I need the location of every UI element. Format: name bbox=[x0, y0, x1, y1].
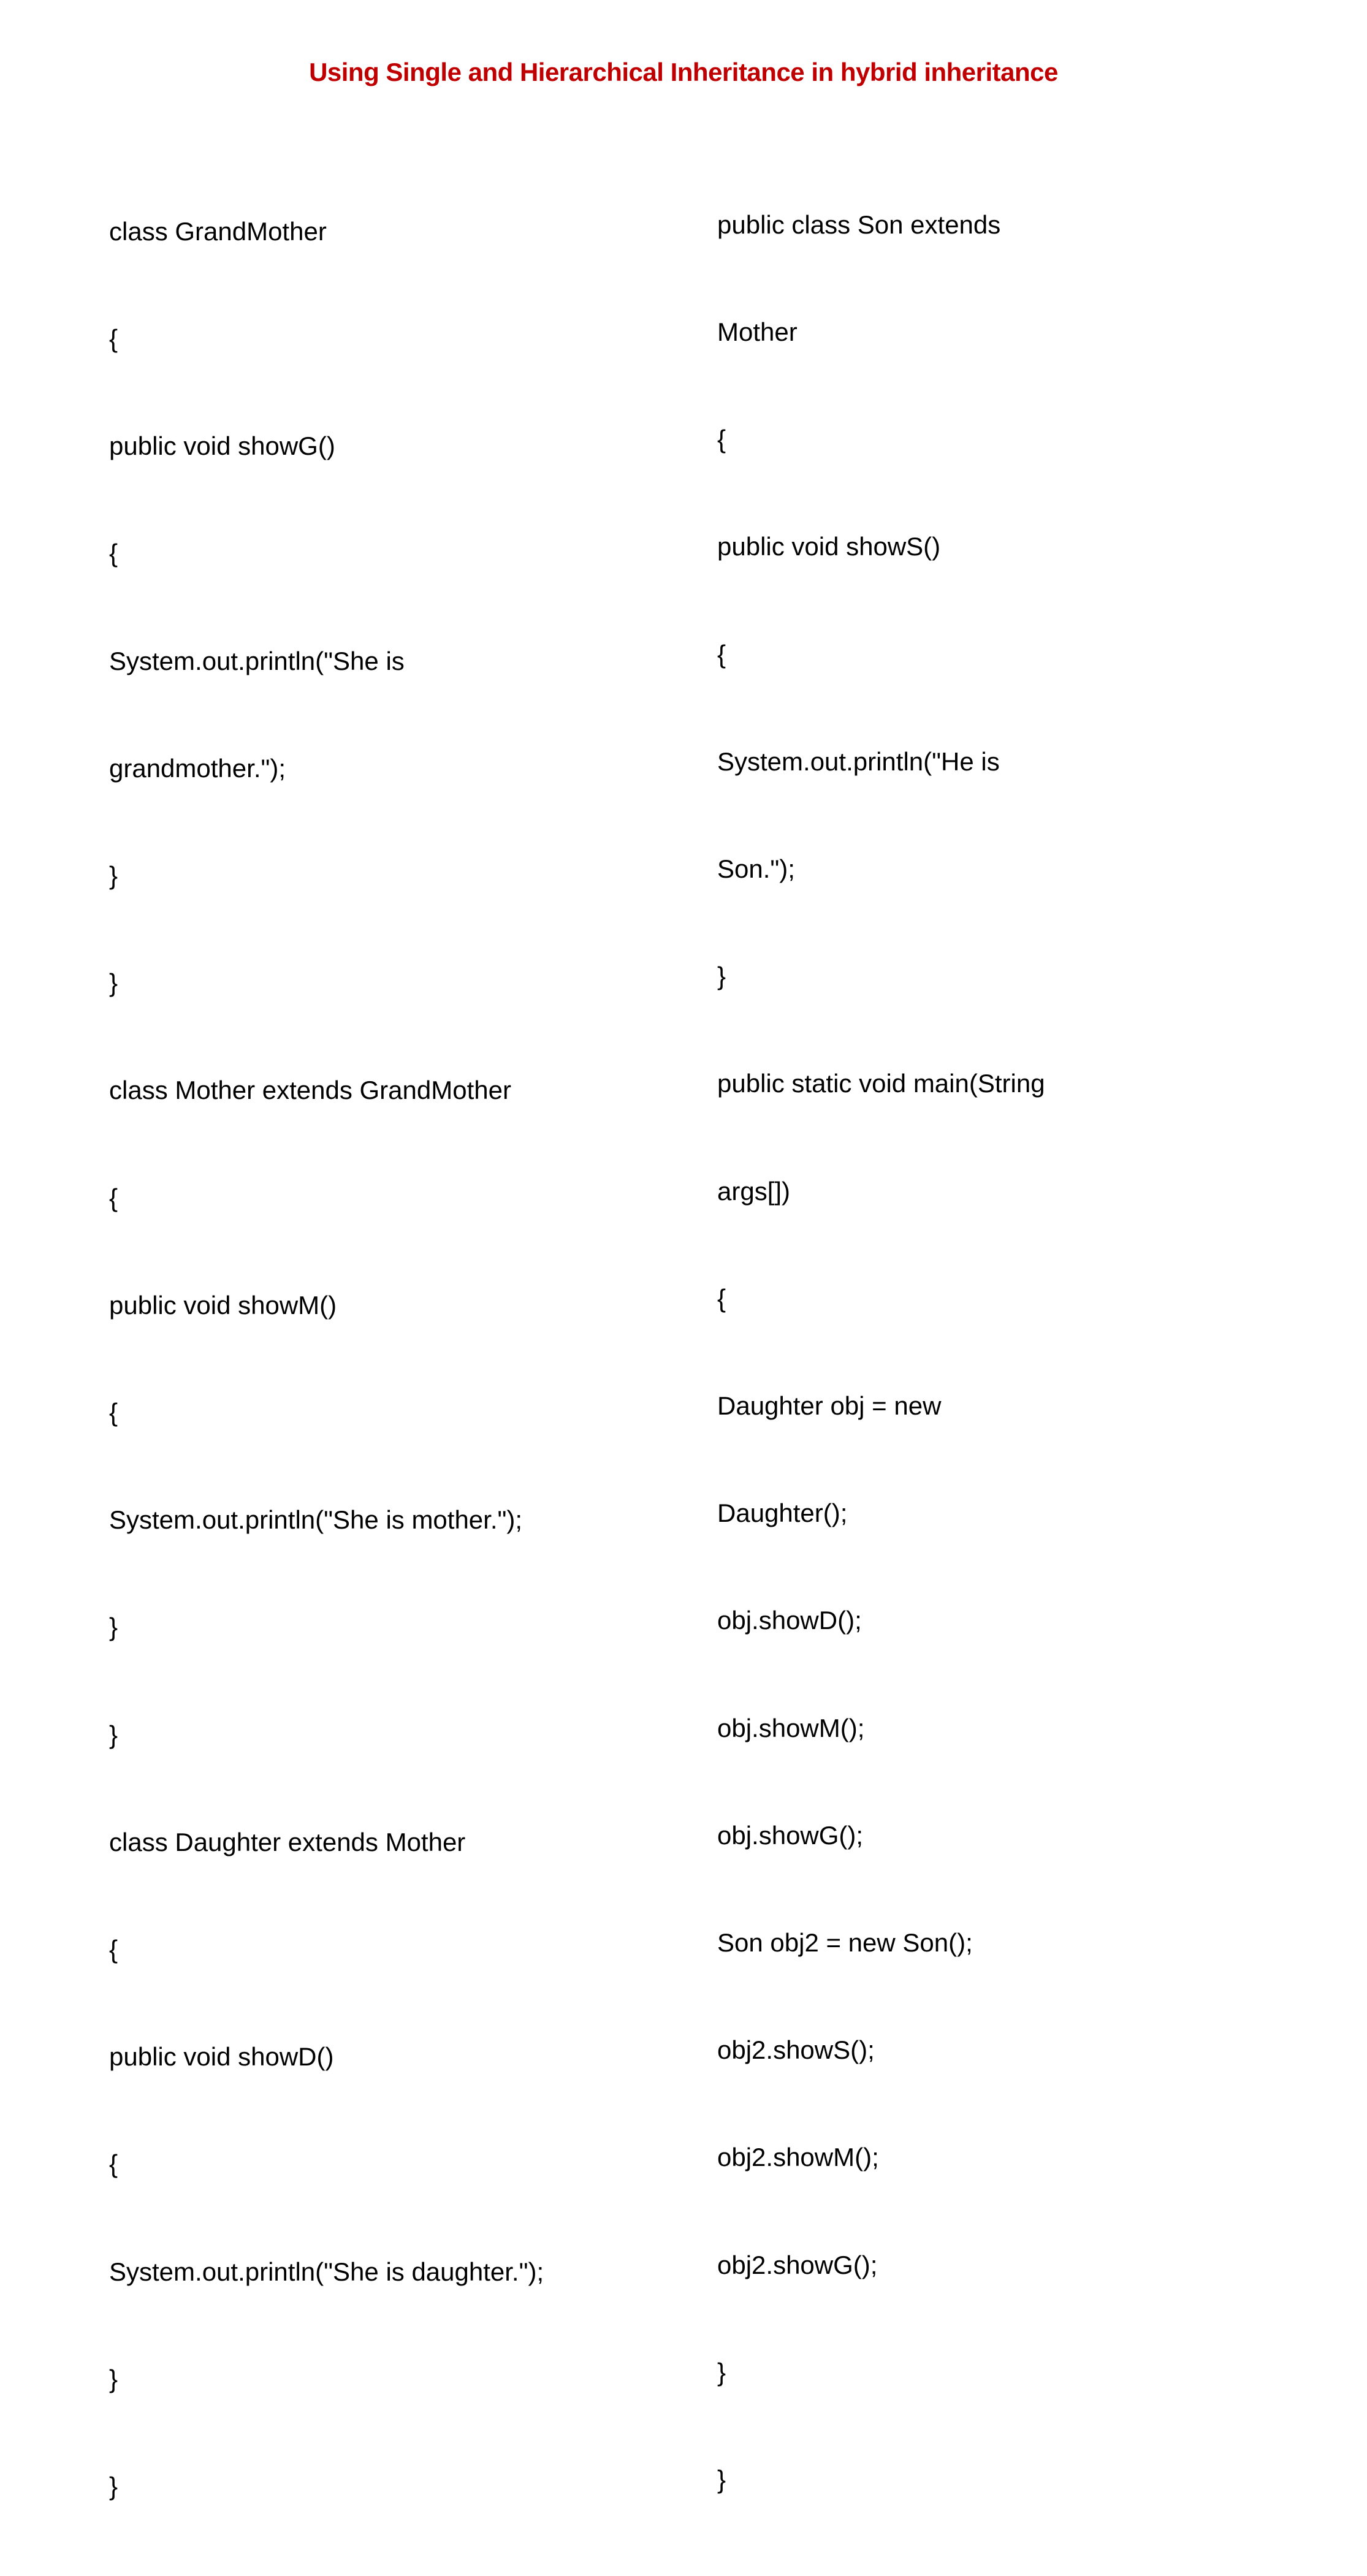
code-line: obj.showM(); bbox=[717, 1713, 865, 1742]
code-line: { bbox=[109, 324, 118, 354]
code-line: Son obj2 = new Son(); bbox=[717, 1928, 973, 1958]
code-line: class Daughter extends Mother bbox=[109, 1827, 466, 1856]
code-line: System.out.println("She is mother."); bbox=[109, 1505, 523, 1535]
code-line: } bbox=[717, 962, 726, 991]
code-line: System.out.println("She is bbox=[109, 646, 405, 675]
code-line: public void showM() bbox=[109, 1290, 337, 1320]
code-line: } bbox=[109, 968, 118, 998]
code-line: public void showD() bbox=[109, 2042, 334, 2072]
code-line: Daughter obj = new bbox=[717, 1391, 942, 1421]
code-line: public void showS() bbox=[717, 532, 941, 561]
code-line: public class Son extends bbox=[717, 210, 1001, 239]
code-line: { bbox=[109, 1935, 118, 1964]
code-line: } bbox=[109, 1720, 118, 1749]
code-line: { bbox=[109, 2149, 118, 2179]
code-line: System.out.println("He is bbox=[717, 747, 1000, 776]
code-line: } bbox=[109, 2364, 118, 2393]
code-line: } bbox=[717, 2357, 726, 2387]
code-line: { bbox=[109, 1398, 118, 1427]
slide-title: Using Single and Hierarchical Inheritance in hybrid inheritance bbox=[309, 58, 1058, 86]
code-line: class Mother extends GrandMother bbox=[109, 1076, 511, 1105]
code-line: Mother bbox=[717, 317, 798, 347]
code-line: } bbox=[109, 861, 118, 891]
right-code-block bbox=[717, 135, 1244, 2569]
code-line: { bbox=[717, 425, 726, 454]
code-line: args[]) bbox=[717, 1176, 791, 1206]
code-line: public void showG() bbox=[109, 431, 335, 461]
code-line: { bbox=[109, 1183, 118, 1212]
code-line: Son."); bbox=[717, 854, 795, 884]
code-line: } bbox=[109, 1613, 118, 1642]
code-line: obj2.showM(); bbox=[717, 2143, 879, 2172]
code-line: } bbox=[717, 2465, 726, 2494]
code-line: public static void main(String bbox=[717, 1069, 1045, 1098]
code-line: { bbox=[717, 639, 726, 669]
code-line: System.out.println("She is daughter."); bbox=[109, 2257, 544, 2286]
code-line: } bbox=[109, 2472, 118, 2501]
code-line: class GrandMother bbox=[109, 216, 327, 246]
left-code-block bbox=[109, 142, 661, 2576]
code-line: Daughter(); bbox=[717, 1499, 848, 1528]
code-line: obj2.showS(); bbox=[717, 2035, 875, 2065]
code-line: obj.showG(); bbox=[717, 1820, 864, 1850]
code-line: obj.showD(); bbox=[717, 1606, 862, 1635]
code-line: { bbox=[109, 539, 118, 568]
code-line: grandmother."); bbox=[109, 753, 286, 783]
code-line: { bbox=[717, 1283, 726, 1313]
code-line: obj2.showG(); bbox=[717, 2250, 878, 2279]
